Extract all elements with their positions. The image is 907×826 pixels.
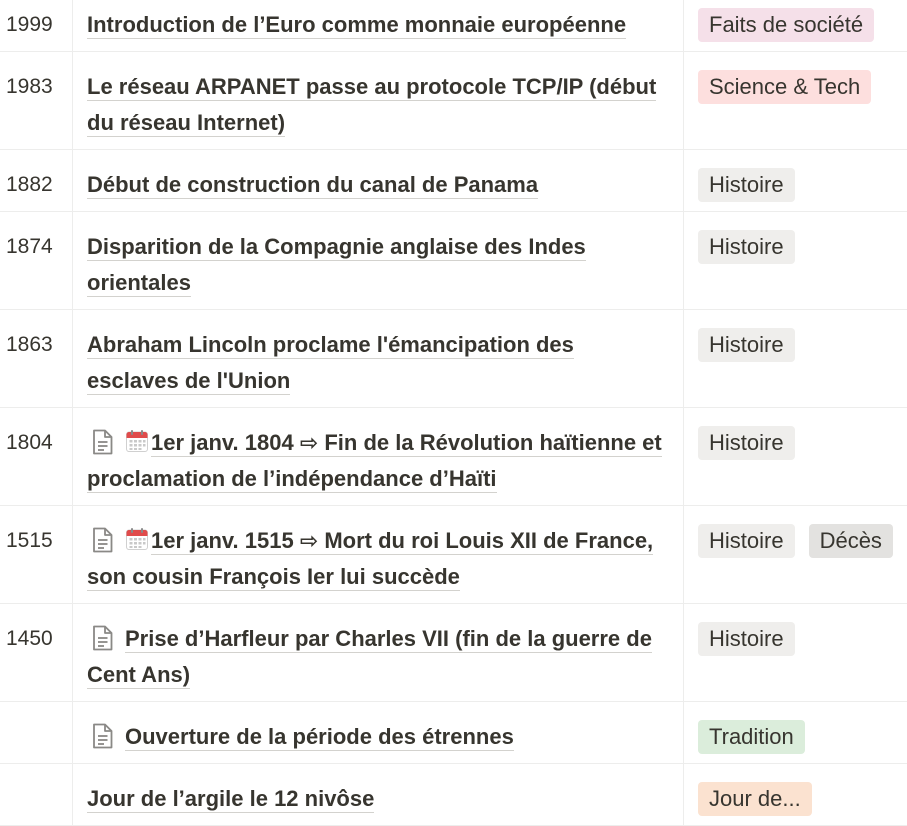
event-title-link[interactable]: Le réseau ARPANET passe au protocole TCP/IP (début du réseau Internet) [87, 74, 657, 135]
table-row[interactable] [0, 150, 907, 212]
category-tag[interactable]: Tradition [698, 720, 805, 754]
year-cell: 1863 [0, 310, 73, 407]
title-cell [73, 212, 684, 309]
category-tag[interactable]: Histoire [698, 328, 795, 362]
page-icon [91, 625, 113, 651]
page-icon [91, 723, 113, 749]
tags-cell [684, 310, 907, 407]
tags-cell [684, 604, 907, 701]
calendar-icon [125, 428, 149, 452]
tags-cell [684, 0, 907, 51]
tags-cell [684, 408, 907, 505]
table-row[interactable] [0, 310, 907, 408]
event-title-link[interactable]: Abraham Lincoln proclame l'émancipation des esclaves de l'Union [87, 332, 574, 393]
page-icon [91, 429, 113, 455]
page-icon [91, 527, 113, 553]
year-cell: 1882 [0, 150, 73, 211]
table-row[interactable] [0, 0, 907, 52]
title-cell [73, 702, 684, 763]
year-cell: 1515 [0, 506, 73, 603]
year-cell [0, 764, 73, 825]
title-cell [73, 764, 684, 825]
category-tag[interactable]: Histoire [698, 168, 795, 202]
table-row[interactable] [0, 702, 907, 764]
table-row[interactable] [0, 764, 907, 826]
category-tag[interactable]: Science & Tech [698, 70, 871, 104]
event-title-link[interactable]: 1er janv. 1515 ⇨ Mort du roi Louis XII de France, son cousin François Ier lui succède [87, 528, 654, 589]
year-cell: 1450 [0, 604, 73, 701]
event-title-link[interactable]: Prise d’Harfleur par Charles VII (fin de la guerre de Cent Ans) [87, 626, 652, 687]
tags-cell [684, 52, 907, 149]
event-title-link[interactable]: Ouverture de la période des étrennes [125, 724, 514, 749]
category-tag[interactable]: Histoire [698, 230, 795, 264]
tags-cell [684, 764, 907, 825]
table-row[interactable] [0, 52, 907, 150]
table-row[interactable] [0, 604, 907, 702]
category-tag[interactable]: Histoire [698, 524, 795, 558]
year-cell: 1804 [0, 408, 73, 505]
event-title-link[interactable]: Début de construction du canal de Panama [87, 172, 539, 197]
category-tag[interactable]: Décès [809, 524, 893, 558]
title-cell [73, 0, 684, 51]
tags-cell [684, 506, 907, 603]
year-cell: 1983 [0, 52, 73, 149]
year-cell [0, 702, 73, 763]
table-row[interactable] [0, 506, 907, 604]
tags-cell [684, 212, 907, 309]
event-title-link[interactable]: Jour de l’argile le 12 nivôse [87, 786, 375, 811]
title-cell [73, 52, 684, 149]
table-row[interactable] [0, 212, 907, 310]
category-tag[interactable]: Faits de société [698, 8, 874, 42]
event-title-link[interactable]: Disparition de la Compagnie anglaise des Indes orientales [87, 234, 586, 295]
table-row[interactable] [0, 408, 907, 506]
event-title-link[interactable]: Introduction de l’Euro comme monnaie européenne [87, 12, 627, 37]
category-tag[interactable]: Histoire [698, 622, 795, 656]
tags-cell [684, 702, 907, 763]
category-tag[interactable]: Histoire [698, 426, 795, 460]
tags-cell [684, 150, 907, 211]
calendar-icon [125, 526, 149, 550]
year-cell: 1999 [0, 0, 73, 51]
event-title-link[interactable]: 1er janv. 1804 ⇨ Fin de la Révolution haïtienne et proclamation de l’indépendance d’Haïti [87, 430, 662, 491]
category-tag[interactable]: Jour de... [698, 782, 812, 816]
title-cell [73, 604, 684, 701]
title-cell [73, 310, 684, 407]
title-cell [73, 506, 684, 603]
title-cell [73, 150, 684, 211]
year-cell: 1874 [0, 212, 73, 309]
title-cell [73, 408, 684, 505]
